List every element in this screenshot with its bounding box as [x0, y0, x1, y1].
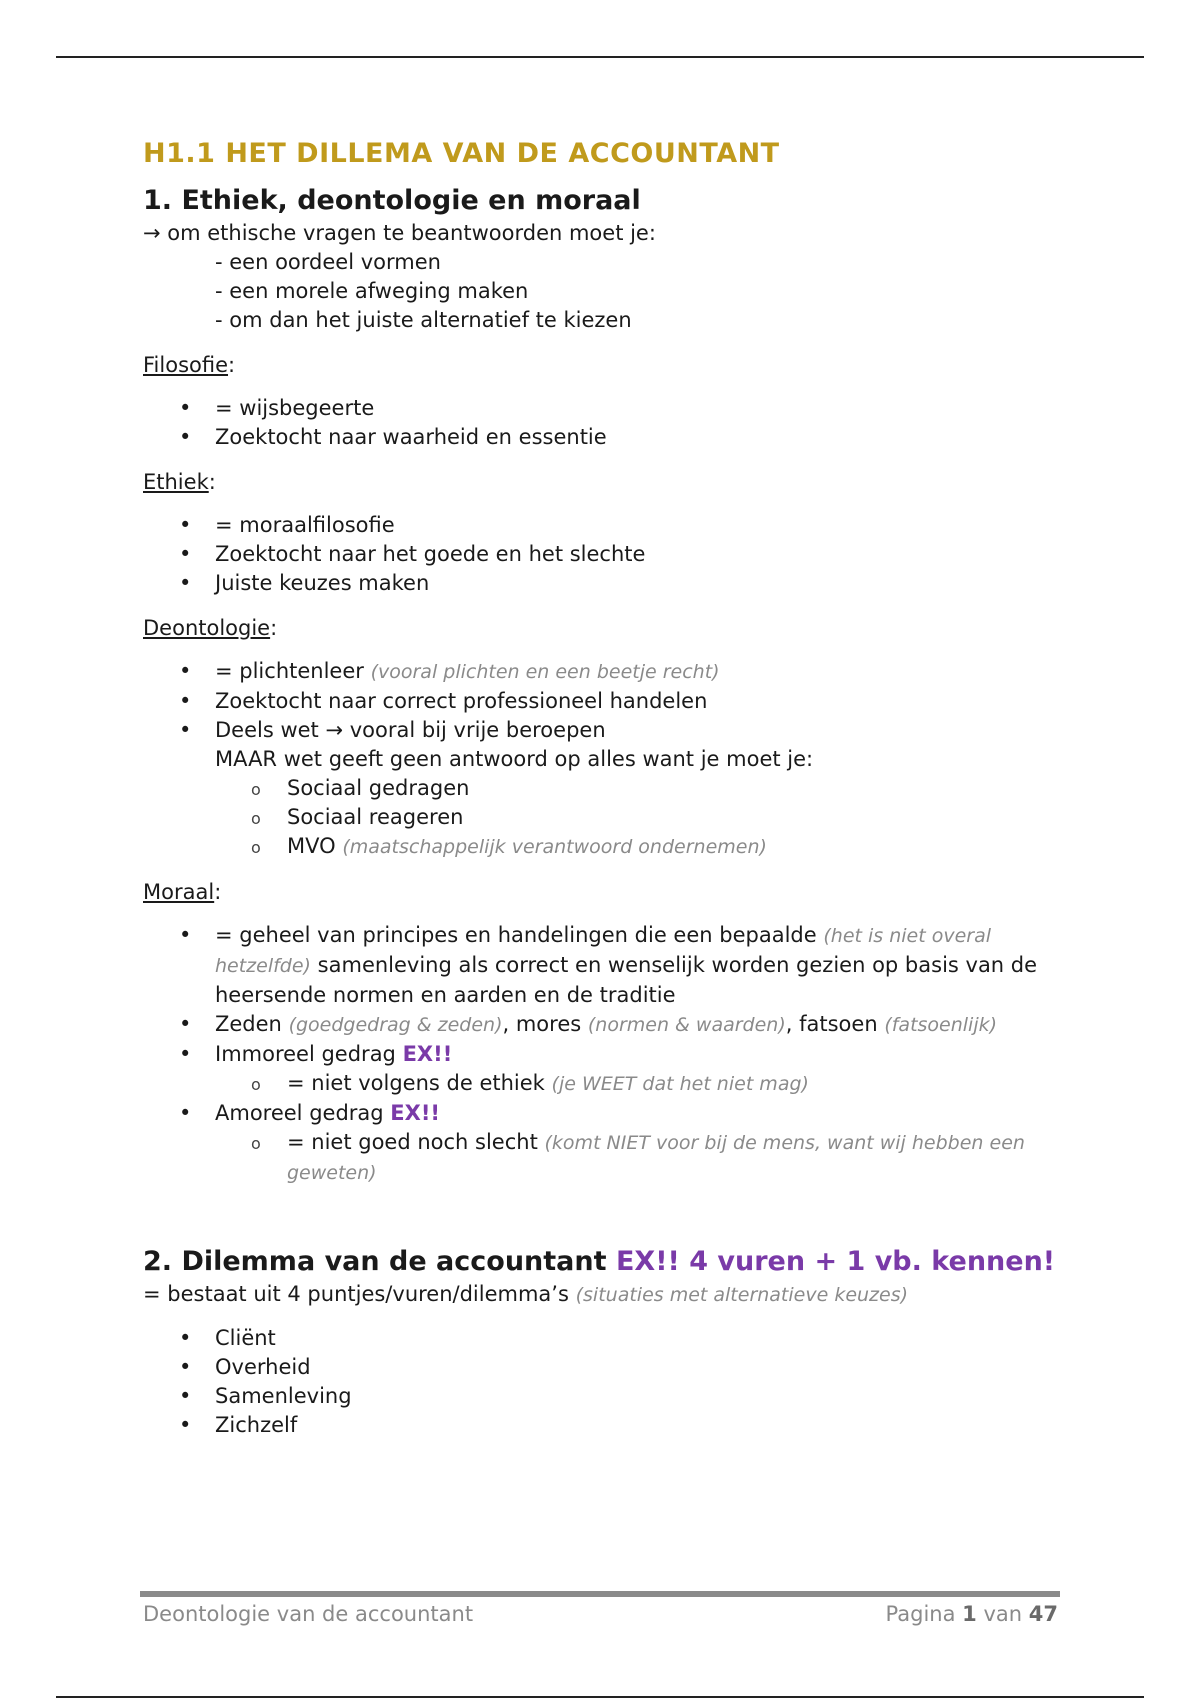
list-item: • Juiste keuzes maken — [143, 569, 1063, 598]
list-item: • = wijsbegeerte — [143, 394, 1063, 423]
filosofie-list — [143, 394, 1063, 452]
list-item: • Zoektocht naar waarheid en essentie — [143, 423, 1063, 452]
list-item: • Cliënt — [143, 1324, 1063, 1353]
deontologie-sublist — [215, 774, 1063, 862]
section1-intro: → om ethische vragen te beantwoorden moet je: — [143, 221, 656, 245]
section1-heading: 1. Ethiek, deontologie en moraal — [143, 185, 641, 216]
moraal-list — [143, 921, 1063, 1188]
list-item: • Zichzelf — [143, 1411, 1063, 1440]
list-item: • = geheel van principes en handelingen die een bepaalde (het is niet overal hetzelfde) samenleving als correct en wenselijk worden gezien op basis van de heersende normen en aarden en de traditie — [143, 921, 1063, 1010]
ethiek-label: Ethiek: — [143, 470, 216, 494]
section2-heading: 2. Dilemma van de accountant EX!! 4 vuren + 1 vb. kennen! — [143, 1246, 1056, 1277]
sub-item: o Sociaal gedragen — [215, 774, 1063, 803]
vuren-list — [143, 1324, 1063, 1440]
list-item: • = moraalfilosofie — [143, 511, 1063, 540]
top-rule — [56, 56, 1144, 58]
step-2: - een morele afweging maken — [215, 279, 529, 303]
amoreel-sublist — [215, 1128, 1063, 1188]
chapter-title: H1.1 HET DILLEMA VAN DE ACCOUNTANT — [143, 138, 780, 169]
bottom-rule — [56, 1696, 1144, 1698]
filosofie-label: Filosofie: — [143, 353, 236, 377]
step-1: - een oordeel vormen — [215, 250, 441, 274]
sub-item: o = niet goed noch slecht (komt NIET voor bij de mens, want wij hebben een geweten) — [215, 1128, 1063, 1188]
deontologie-list — [143, 657, 1063, 862]
step-3: - om dan het juiste alternatief te kiezen — [215, 308, 632, 332]
list-item: • Deels wet → vooral bij vrije beroepen MAAR wet geeft geen antwoord op alles want je moet je: o Sociaal gedragen o Sociaal reageren o MVO (maatschappelijk verantwoord ondernemen) — [143, 716, 1063, 862]
footer-bar — [140, 1591, 1060, 1597]
ethiek-list — [143, 511, 1063, 598]
list-item: • Zeden (goedgedrag & zeden), mores (normen & waarden), fatsoen (fatsoenlijk) — [143, 1010, 1063, 1040]
footer-page-number: Pagina 1 van 47 — [885, 1602, 1058, 1626]
list-item: • Zoektocht naar correct professioneel handelen — [143, 687, 1063, 716]
sub-item: o Sociaal reageren — [215, 803, 1063, 832]
sub-item: o = niet volgens de ethiek (je WEET dat het niet mag) — [215, 1069, 1063, 1099]
sub-item: o MVO (maatschappelijk verantwoord ondernemen) — [215, 832, 1063, 862]
list-item: • Samenleving — [143, 1382, 1063, 1411]
list-item: • = plichtenleer (vooral plichten en een beetje recht) — [143, 657, 1063, 687]
moraal-label: Moraal: — [143, 880, 222, 904]
list-item: • Overheid — [143, 1353, 1063, 1382]
list-item: • Zoektocht naar het goede en het slechte — [143, 540, 1063, 569]
page-content — [143, 138, 1063, 1440]
deontologie-label: Deontologie: — [143, 616, 278, 640]
list-item: • Amoreel gedrag EX!! o = niet goed noch slecht (komt NIET voor bij de mens, want wij hebben een geweten) — [143, 1099, 1063, 1188]
footer-document-title: Deontologie van de accountant — [143, 1602, 474, 1626]
immoreel-sublist — [215, 1069, 1063, 1099]
section2-intro: = bestaat uit 4 puntjes/vuren/dilemma’s (situaties met alternatieve keuzes) — [143, 1282, 909, 1306]
list-item: • Immoreel gedrag EX!! o = niet volgens de ethiek (je WEET dat het niet mag) — [143, 1040, 1063, 1099]
